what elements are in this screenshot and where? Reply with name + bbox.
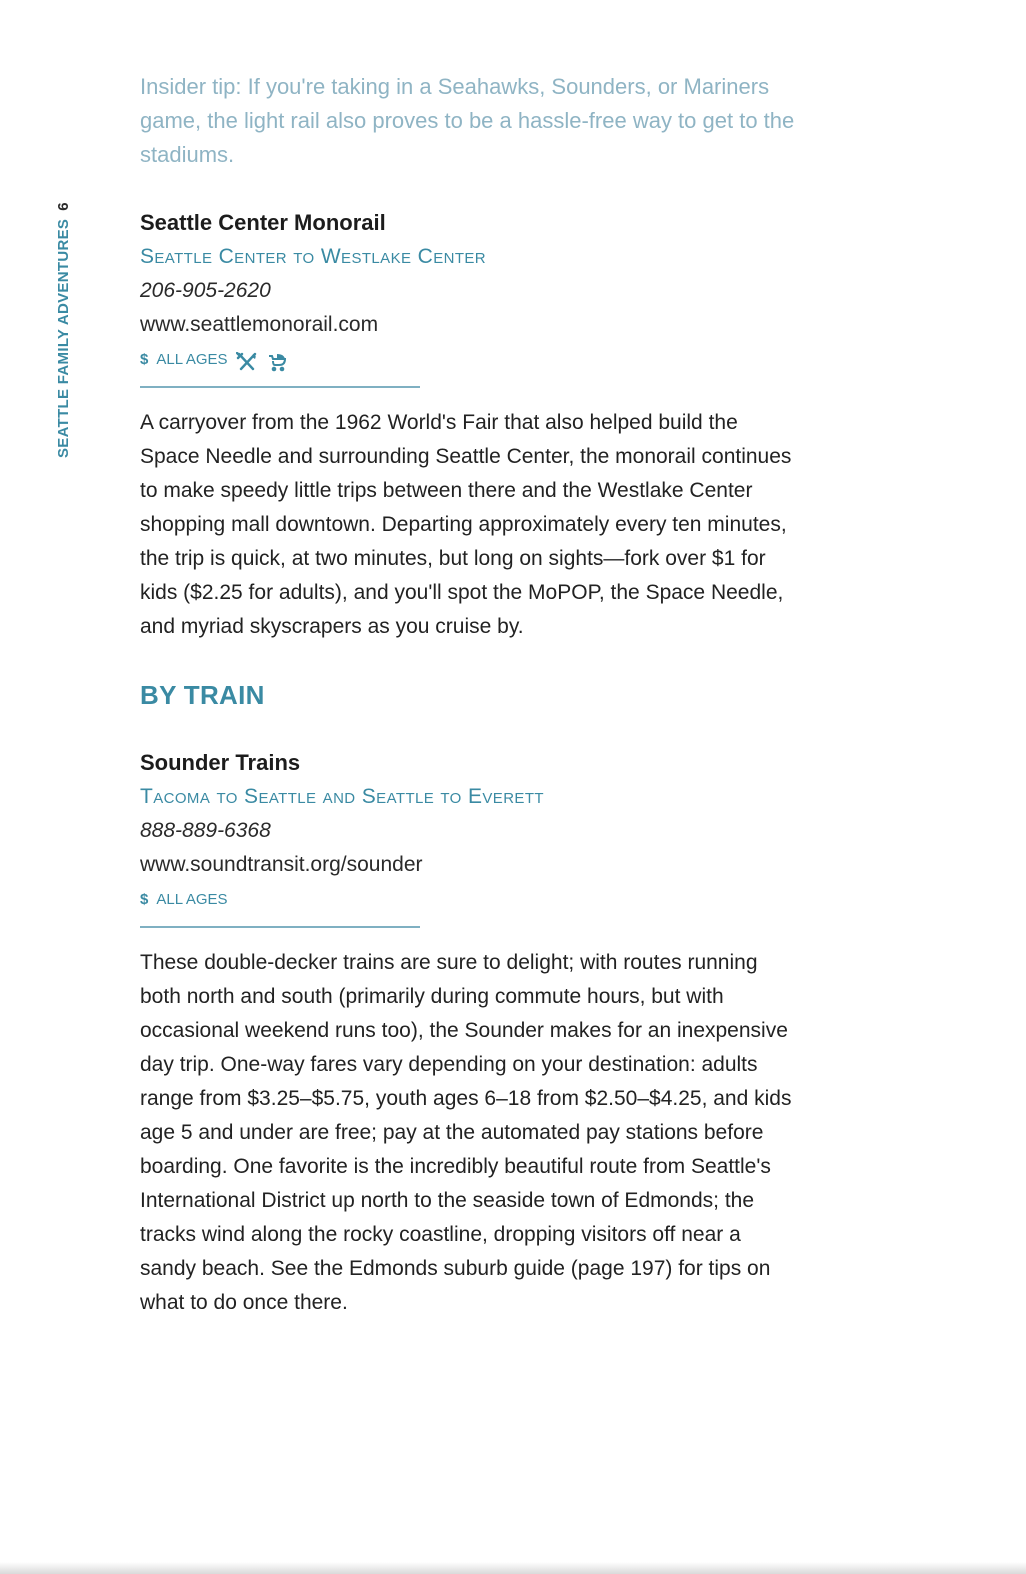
fork-knife-icon bbox=[236, 350, 258, 370]
ages-label: ALL AGES bbox=[156, 891, 228, 908]
listing-sounder-trains bbox=[140, 746, 800, 1320]
listing-name: Seattle Center Monorail bbox=[140, 210, 386, 235]
insider-tip: Insider tip: If you're taking in a Seahawks, Sounders, or Mariners game, the light rail also proves to be a hassle-free way to get to the stadiums. bbox=[140, 74, 795, 167]
cost-indicator: $ bbox=[140, 891, 149, 908]
listing-description: A carryover from the 1962 World's Fair that also helped build the Space Needle and surrounding Seattle Center, the monorail continues to make speedy little trips between there and the Westlake Center shopping mall downtown. Departing approximately every ten minutes, the trip is quick, at two minutes, but long on sights—fork over $1 for kids ($2.25 for adults), and you'll spot the MoPOP, the Space Needle, and myriad skyscrapers as you cruise by. bbox=[140, 411, 792, 638]
listing-name: Sounder Trains bbox=[140, 750, 301, 775]
ages-label: ALL AGES bbox=[156, 351, 228, 368]
page-number: 6 bbox=[55, 202, 72, 211]
listing-phone: 888-889-6368 bbox=[140, 819, 271, 842]
page-bottom-edge bbox=[0, 1562, 1026, 1574]
cost-indicator: $ bbox=[140, 351, 149, 368]
divider-rule bbox=[140, 926, 420, 928]
divider-rule bbox=[140, 386, 420, 388]
listing-url[interactable]: www.seattlemonorail.com bbox=[140, 313, 379, 336]
stroller-icon bbox=[266, 350, 288, 370]
listing-phone: 206-905-2620 bbox=[140, 279, 271, 302]
section-heading-by-train: BY TRAIN bbox=[140, 680, 265, 710]
listing-route: Tacoma to Seattle and Seattle to Everett bbox=[140, 785, 544, 808]
listing-url[interactable]: www.soundtransit.org/sounder bbox=[140, 853, 423, 876]
running-head-title: SEATTLE FAMILY ADVENTURES bbox=[55, 218, 72, 458]
listing-meta bbox=[140, 342, 800, 378]
listing-meta bbox=[140, 882, 800, 918]
listing-monorail bbox=[140, 206, 800, 644]
page-content bbox=[140, 70, 800, 1320]
running-head bbox=[55, 202, 72, 458]
listing-description: These double-decker trains are sure to delight; with routes running both north and south (primarily during commute hours, but with occasional weekend runs too), the Sounder makes for an inexpensive day trip. One-way fares vary depending on your destination: adults range from $3.25–$5.75, youth ages 6–18 from $2.50–$4.25, and kids age 5 and under are free; pay at the automated pay stations before boarding. One favorite is the incredibly beautiful route from Seattle's International District up north to the seaside town of Edmonds; the tracks wind along the rocky coastline, dropping visitors off near a sandy beach. See the Edmonds suburb guide (page 197) for tips on what to do once there. bbox=[140, 951, 792, 1314]
listing-route: Seattle Center to Westlake Center bbox=[140, 245, 487, 268]
